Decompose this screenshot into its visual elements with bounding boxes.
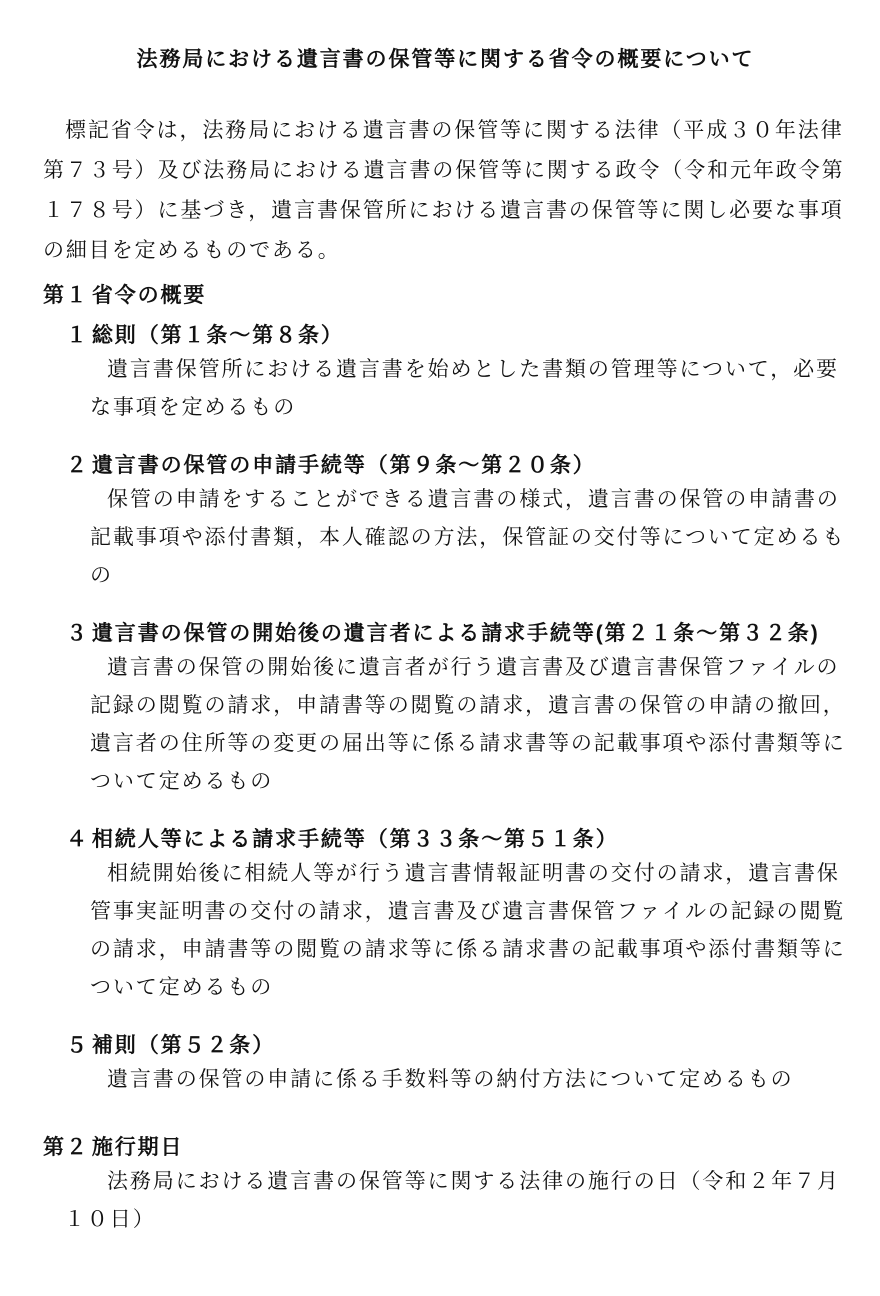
item-2-header [66,452,848,480]
section-2-header [43,1134,848,1162]
item-1-header [66,322,848,350]
item-4-header [66,826,848,854]
section-2-label: 第２ [43,1136,89,1159]
item-1-number: １ [66,324,89,347]
item-5-number: ５ [66,1034,89,1057]
item-heir-requests [66,826,848,1006]
section-1-label: 第１ [43,284,89,307]
item-storage-application [66,452,848,594]
section-1-heading: 省令の概要 [91,284,207,307]
item-general-rules [66,322,848,426]
item-5-body: 遺言書の保管の申請に係る手数料等の納付方法について定めるもの [107,1067,794,1091]
item-supplementary [66,1032,848,1098]
effective-date-body: 法務局における遺言書の保管等に関する法律の施行の日（令和２年７月１０日） [64,1169,840,1231]
document-page [0,46,880,1296]
item-5-heading: 補則（第５２条） [91,1034,276,1057]
section-overview [43,282,848,1098]
item-1-heading: 総則（第１条～第８条） [91,324,344,347]
item-1-body: 遺言書保管所における遺言書を始めとした書類の管理等について，必要な事項を定めるもの [90,357,839,419]
item-2-number: ２ [66,454,89,477]
section-effective-date [43,1134,848,1238]
item-4-heading: 相続人等による請求手続等（第３３条～第５１条） [91,828,619,851]
item-2-heading: 遺言書の保管の申請手続等（第９条～第２０条） [91,454,596,477]
item-3-header [66,620,848,648]
item-5-header [66,1032,848,1060]
item-4-body: 相続開始後に相続人等が行う遺言書情報証明書の交付の請求，遺言書保管事実証明書の交付の請求，遺言書及び遺言書保管ファイルの記録の閲覧の請求，申請書等の閲覧の請求等に係る請求書の記載事項や添付書類等について定めるもの [90,861,846,999]
item-4-number: ４ [66,828,89,851]
document-title: 法務局における遺言書の保管等に関する省令の概要について [136,48,755,71]
item-2-body: 保管の申請をすることができる遺言書の様式，遺言書の保管の申請書の記載事項や添付書類，本人確認の方法，保管証の交付等について定めるもの [90,487,846,587]
item-3-body: 遺言書の保管の開始後に遺言者が行う遺言書及び遺言書保管ファイルの記録の閲覧の請求，申請書等の閲覧の請求，遺言書の保管の申請の撤回，遺言者の住所等の変更の届出等に係る請求書等の記載事項や添付書類等について定めるもの [90,655,846,793]
section-2-heading: 施行期日 [91,1136,184,1159]
item-testator-requests [66,620,848,800]
section-1-header [43,282,848,310]
item-3-heading: 遺言書の保管の開始後の遺言者による請求手続等(第２１条～第３２条) [91,622,820,645]
intro-paragraph: 標記省令は，法務局における遺言書の保管等に関する法律（平成３０年法律第７３号）及び法務局における遺言書の保管等に関する政令（令和元年政令第１７８号）に基づき，遺言書保管所における遺言書の保管等に関し必要な事項の細目を定めるものである。 [43,118,845,262]
item-3-number: ３ [66,622,89,645]
